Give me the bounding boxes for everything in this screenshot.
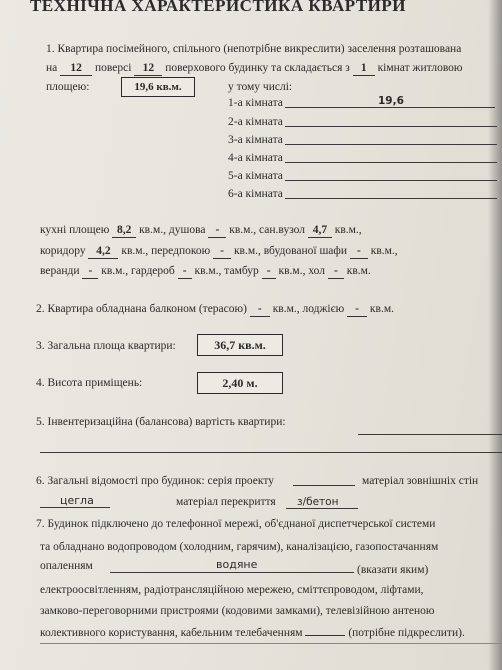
veranda-value: - [82,265,98,279]
s1-rooms-word: кімнат житловою [377,62,463,74]
room-3-line [285,144,497,145]
overlap-value-line [286,508,358,509]
hol-value: - [328,265,344,279]
hol-unit: кв.м. [346,265,371,277]
s1-on: на [46,62,58,74]
kitchen-label: кухні площею [40,224,110,236]
walls-label: матеріал зовнішніх стін [362,475,479,487]
s7-line6-text: колективного користування, кабельним телебаченням [40,627,303,639]
total-area-box: 36,7 кв.м. [197,334,283,356]
cable-tv-line [305,635,345,636]
wardrobe-unit: кв.м., [370,245,398,257]
heating-value: водяне [216,558,258,571]
corridor-value: 4,2 [88,245,118,259]
s2-end: кв.м. [369,303,394,315]
s1-line2 [46,62,463,76]
area-label: площею: [46,81,90,93]
heating-label: опаленням [40,560,93,572]
room-5-line [285,180,497,181]
balcony-value: - [250,303,270,317]
room-2-line [285,126,497,127]
s5-second-line [40,452,502,453]
room-3-label: 3-а кімната [228,134,283,146]
room-1-label: 1-а кімната [228,97,283,109]
living-area-box: 19,6 кв.м. [121,77,195,97]
s1-floors-word: поверхового будинку та складається з [165,62,350,74]
aux-line1 [40,224,362,238]
s7-line2: та обладнано водопроводом (холодним, гарячим), каналізацією, газопостачанням [40,541,439,553]
s6-text: 6. Загальні відомості про будинок: серія проекту [36,475,274,487]
veranda-label: веранди [40,265,80,277]
s5-label: 5. Інвентеризаційна (балансова) вартість квартири: [36,416,286,428]
wc-value: 4,7 [308,224,332,238]
hall-value: - [213,245,231,259]
s7-line1: 7. Будинок підключено до телефонної мережі, об'єднаної диспетчерської системи [36,518,436,530]
garderobe-value: - [178,265,192,279]
tambur-value: - [262,265,276,279]
walls-value: цегла [60,494,94,507]
height-box: 2,40 м. [197,372,283,394]
project-series-line [293,485,355,486]
wc-label: кв.м., сан.вузол [229,224,306,236]
heating-specify: (вказати яким) [357,564,429,576]
page-edge-shadow [488,0,502,670]
loggia-value: - [347,303,367,317]
room-6-label: 6-а кімната [228,188,283,200]
s7-line4: електроосвітленням, радіотрансляційною мережею, сміттєпроводом, ліфтами, [40,584,424,596]
wc-unit: кв.м., [334,224,362,236]
walls-value-line [40,507,110,508]
room-1-value: 19,6 [378,95,404,107]
incl-label: у тому числі: [228,81,293,93]
floors-total-value: 12 [134,62,162,76]
wardrobe-label: кв.м., вбудованої шафи [233,245,348,257]
s2-text: 2. Квартира обладнана балконом (терасою) [36,303,247,315]
room-4-line [285,162,497,163]
s7-line5: замково-переговорними пристроями (кодовими замками), телевізійною антеною [40,605,435,617]
kitchen-value: 8,2 [112,224,136,238]
overlap-label: матеріал перекриття [176,496,276,508]
wardrobe-value: - [350,245,368,259]
rooms-value: 1 [353,62,375,76]
aux-line3 [40,265,371,279]
hall-label: кв.м., передпокою [121,245,211,257]
document-title: ТЕХНІЧНА ХАРАКТЕРИСТИКА КВАРТИРИ [30,0,406,15]
s1-floor-word: поверсі [95,62,132,74]
room-6-line [285,198,497,199]
height-label: 4. Висота приміщень: [36,377,143,389]
hol-label: кв.м., хол [278,265,325,277]
shower-label: кв.м., душова [139,224,206,236]
s2-line [36,303,394,317]
floor-value: 12 [60,62,92,76]
aux-line2 [40,245,398,259]
s5-value-line [358,434,502,435]
total-area-label: 3. Загальна площа квартири: [36,340,176,352]
room-2-label: 2-а кімната [228,116,283,128]
s7-bottom-line [40,643,502,644]
room-4-label: 4-а кімната [228,152,283,164]
heating-line [110,572,354,573]
room-5-label: 5-а кімната [228,170,283,182]
corridor-label: коридору [40,245,86,257]
s1-line1: 1. Квартира посімейного, спільного (непотрібне викреслити) заселення розташована [46,43,462,55]
overlap-value: з/бетон [297,496,339,508]
garderobe-label: кв.м., гардероб [101,265,175,277]
shower-value: - [208,224,226,238]
s7-line6 [40,627,465,640]
tambur-label: кв.м., тамбур [194,265,259,277]
s2-mid: кв.м., лоджією [272,303,345,315]
s7-line6-note: (потрібне підкреслити). [348,627,465,639]
